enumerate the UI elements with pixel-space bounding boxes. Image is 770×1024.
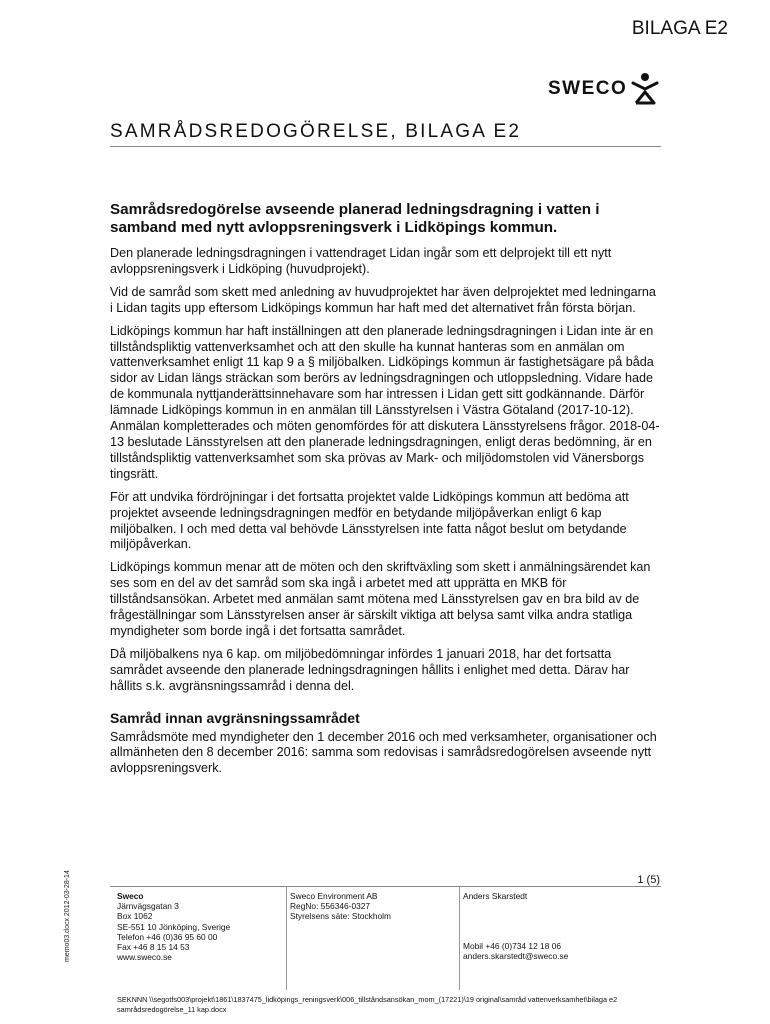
paragraph: För att undvika fördröjningar i det fortsatta projektet valde Lidköpings kommun att bedöma att projektet avseende ledningsdragningen medför en betydande miljöpåverkan enligt 6 kap miljöbalken. I och med detta val behövde Länsstyrelsen inte fatta något beslut om betydande miljöpåverkan.: [110, 489, 629, 552]
main-heading: Samrådsredogörelse avseende planerad ledningsdragning i vatten i samband med nytt avloppsreningsverk i Lidköpings kommun.: [110, 201, 600, 236]
section-heading: Samråd innan avgränsningssamrådet: [110, 709, 360, 726]
footer-divider: [110, 886, 661, 887]
legal-entity: Sweco Environment AB: [290, 891, 378, 901]
email-link[interactable]: anders.skarstedt@sweco.se: [463, 951, 569, 962]
paragraph: Lidköpings kommun har haft inställningen att den planerade ledningsdragningen i Lidan inte är en tillståndspliktig vattenverksamhet och att den skulle ha kunnat hanteras som en anmälan om vattenverksamhet enligt 11 kap 9 a § miljöbalken. Lidköpings kommun är fastighetsägare på båda sidor av Lidan längs sträckan som berörs av ledningsdragningen och utloppsledning. Vidare hade de kommunala nyttjanderättsinnehavare som har intressen i Lidan gett sitt godkännande. Därför lämnade Lidköpings kommun in en anmälan till Länsstyrelsen i Västra Götaland (2017-10-12). Anmälan kompletterades och möten genomfördes för att diskutera Länsstyrelsens frågor. 2018-04-13 beslutade Länsstyrelsen att den planerade ledningsdragningen, enligt deras bedömning, är en tillståndspliktig vattenverksamhet som ska prövas av Mark- och miljödomstolen vid Vänersborgs tingsrätt.: [110, 323, 660, 481]
website-link[interactable]: www.sweco.se: [117, 952, 172, 963]
company-name: Sweco: [117, 891, 144, 901]
mobile-number: Mobil +46 (0)734 12 18 06: [463, 941, 562, 952]
sweco-logo: [548, 72, 659, 106]
paragraph: Vid de samråd som skett med anledning av huvudprojektet har även delprojektet med ledningarna i Lidan tagits upp eftersom Lidköpings kommun har haft med det alternativet från första början.: [110, 284, 656, 315]
paragraph: Lidköpings kommun menar att de möten och den skriftväxling som skett i anmälningsärendet kan ses som en del av det samråd som ska ingå i arbetet med att upprätta en MKB för tillståndsansökan. Arbetet med anmälan samt mötena med Länsstyrelsen gav en bra bild av de frågeställningar som Länsstyrelsen anser är särskilt viktiga att belysa samt vilka andra statliga myndigheter som borde ingå i det fortsatta samrådet.: [110, 560, 651, 638]
footer-column-divider: [459, 886, 460, 990]
po-box: Box 1062: [117, 911, 153, 922]
paragraph: Då miljöbalkens nya 6 kap. om miljöbedömningar infördes 1 januari 2018, har det fortsatta samrådet avseende den planerade ledningsdragningen hållits i enlighet med detta. Därav har hållits s.k. avgränsningssamråd i denna del.: [110, 646, 630, 693]
header-divider: [110, 146, 661, 147]
board-seat: Styrelsens säte: Stockholm: [290, 911, 392, 922]
sweco-figure-icon: [631, 72, 659, 106]
footer-column-divider: [286, 886, 287, 990]
street-address: Järnvägsgatan 3: [117, 901, 179, 912]
footer-contact: [463, 891, 568, 962]
phone: Telefon +46 (0)36 95 60 00: [117, 931, 218, 942]
page-number: 1 (5): [637, 874, 660, 886]
contact-name: Anders Skarstedt: [463, 891, 528, 901]
postal-city: SE-551 10 Jönköping, Sverige: [117, 921, 231, 932]
footer-address: [117, 891, 230, 962]
logo-text: SWECO: [548, 78, 628, 99]
attachment-label: BILAGA E2: [631, 18, 728, 39]
registration-number: RegNo: 556346-0327: [290, 901, 371, 912]
fax: Fax +46 8 15 14 53: [117, 942, 190, 953]
footer-company: [290, 891, 391, 922]
paragraph: Samrådsmöte med myndigheter den 1 december 2016 och med verksamheter, organisationer och allmänheten den 8 december 2016: samma som redovisas i samrådsredogörelsen avseende nytt avloppsreningsverk.: [110, 729, 657, 776]
document-body: [110, 201, 662, 784]
paragraph: Den planerade ledningsdragningen i vattendraget Lidan ingår som ett delprojekt till ett nytt avloppsreningsverk i Lidköping (huvudprojekt).: [110, 246, 612, 276]
file-path: SEKNNN \\segotfs003\projekt\1861\1837475_lidköpings_reningsverk\006_tillståndsansökan_mom_(17221)\19 original\samråd vattenverksamhet\bilaga e2 samrådsredogörelse_11 kap.docx: [117, 995, 618, 1014]
document-title: SAMRÅDSREDOGÖRELSE, BILAGA E2: [110, 121, 522, 142]
template-code: memo03.docx 2012-03-28-14: [64, 870, 71, 962]
